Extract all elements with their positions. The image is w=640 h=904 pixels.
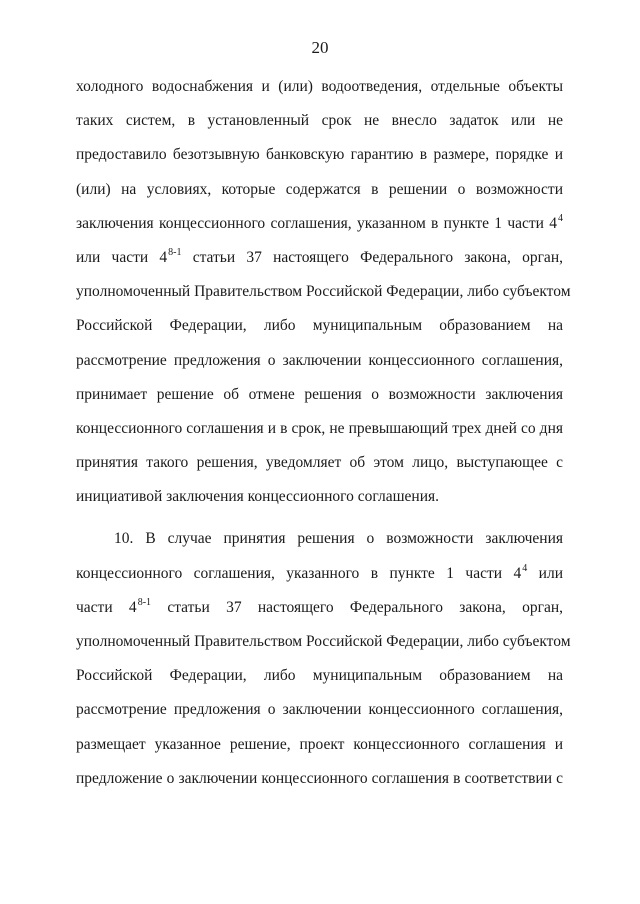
text-line: уполномоченный Правительством Российской Федерации, либо субъектом	[76, 283, 571, 301]
superscript: 4	[522, 562, 528, 574]
text-line	[76, 207, 563, 241]
page-number: 20	[311, 38, 329, 57]
text-line: 10. В случае принятия решения о возможности заключения	[114, 530, 563, 548]
text-fragment: статьи 37 настоящего Федерального закона, орган,	[181, 248, 563, 266]
paragraph-gap	[76, 514, 563, 522]
text-line: предоставило безотзывную банковскую гарантию в размере, порядке и	[76, 146, 563, 164]
text-fragment: концессионного соглашения, указанного в пункте 1 части 4	[76, 564, 522, 582]
text-line	[76, 241, 563, 275]
text-line: предложение о заключении концессионного соглашения в соответствии с	[76, 769, 563, 787]
text-line: Российской Федерации, либо муниципальным образованием на	[76, 667, 563, 685]
paragraph	[76, 70, 571, 514]
text-fragment: части 4	[76, 598, 137, 616]
text-line	[76, 557, 563, 591]
text-line: рассмотрение предложения о заключении концессионного соглашения,	[76, 701, 563, 719]
text-line: уполномоченный Правительством Российской Федерации, либо субъектом	[76, 633, 571, 650]
text-line: таких систем, в установленный срок не внесло задаток или не	[76, 112, 563, 130]
text-line: инициативой заключения концессионного соглашения.	[76, 488, 439, 506]
text-fragment: или	[527, 564, 563, 582]
text-line	[76, 591, 563, 625]
document-body	[76, 70, 571, 796]
text-line: холодного водоснабжения и (или) водоотведения, отдельные объекты	[76, 78, 563, 95]
text-line: концессионного соглашения и в срок, не превышающий трех дней со дня	[76, 419, 563, 437]
text-line: (или) на условиях, которые содержатся в решении о возможности	[76, 180, 563, 198]
paragraph	[76, 522, 571, 796]
text-line: принятия такого решения, уведомляет об этом лицо, выступающее с	[76, 454, 563, 472]
text-fragment: заключения концессионного соглашения, указанном в пункте 1 части 4	[76, 214, 557, 232]
superscript: 4	[558, 212, 563, 224]
text-line: принимает решение об отмене решения о возможности заключения	[76, 385, 563, 403]
superscript: 8-1	[137, 596, 152, 608]
text-line: Российской Федерации, либо муниципальным образованием на	[76, 317, 563, 335]
text-fragment: статьи 37 настоящего Федерального закона, орган,	[151, 598, 564, 616]
text-line: рассмотрение предложения о заключении концессионного соглашения,	[76, 351, 563, 369]
text-line: размещает указанное решение, проект концессионного соглашения и	[76, 735, 563, 753]
superscript: 8-1	[168, 246, 182, 258]
text-fragment: или части 4	[76, 248, 168, 266]
